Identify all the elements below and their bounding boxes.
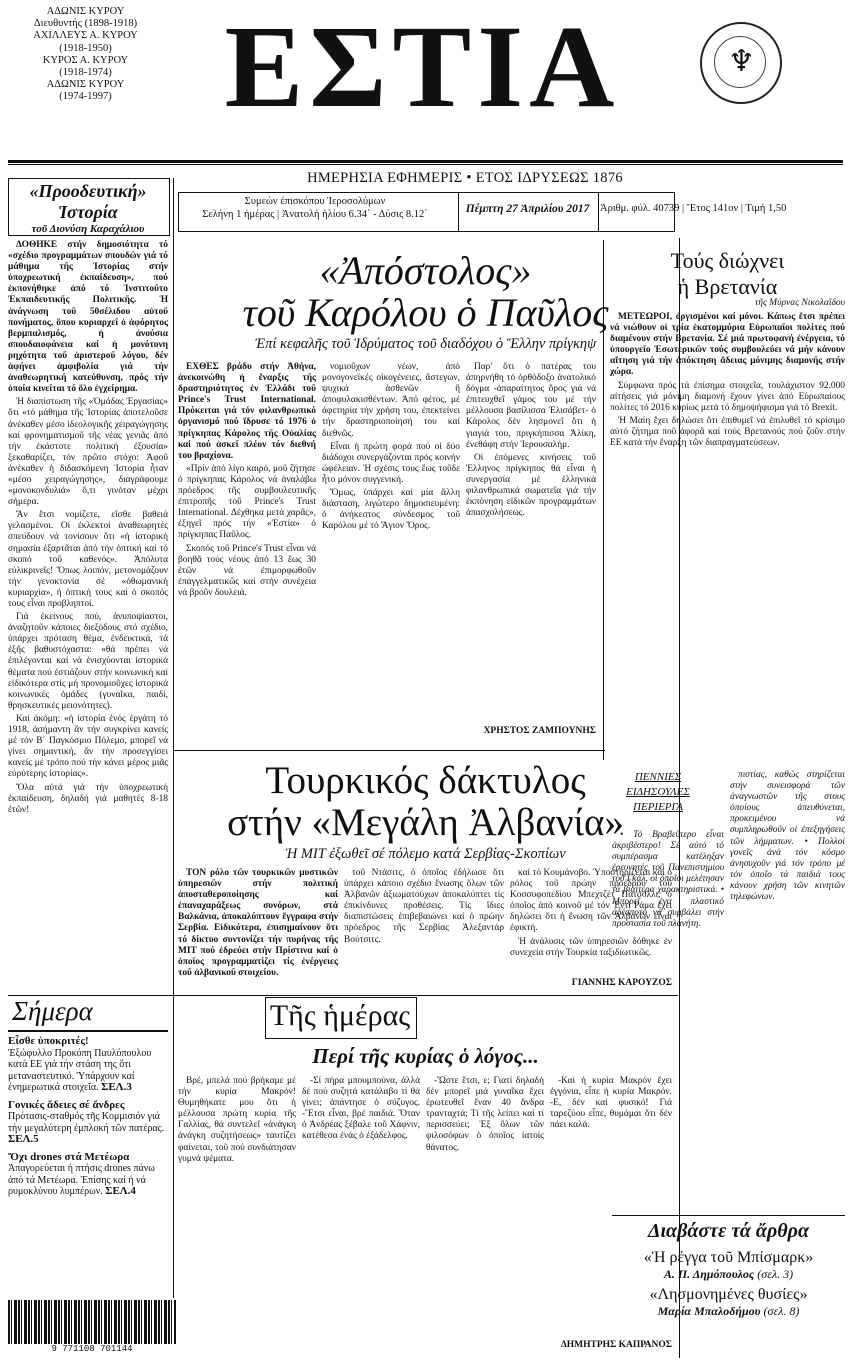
simera-item-page: ΣΕΛ.4 [105, 1185, 136, 1197]
masthead-rule [8, 160, 843, 163]
founder-line: (1918-1974) [59, 67, 112, 79]
paragraph: -Ὥστε ἔτσι, ε; Γιατί δηλαδή δέν μπορεῖ μιά γυναῖκα ἔχει ἐρωτευθεῖ ἕναν 40 ἄνδρα τρανταχτά; Τί τῆς λείπει καί τί περισσεύει; Ἐξ ὅλων τῶν φιλοσόφων ὁ ὁποῖος ἰατοίς θάνατος. [426, 1076, 544, 1153]
turk-headline-line: στήν «Μεγάλη Ἀλβανία» [227, 801, 624, 844]
hmeras-subhead: Περί τῆς κυρίας ὁ λόγος... [312, 1044, 539, 1068]
info-divider [458, 192, 459, 232]
barcode [8, 1300, 176, 1358]
issue-number: Ἀριθμ. φύλ. 40739 | Ἔτος 141ον | Τιμή 1,50 [600, 203, 787, 214]
founder-line: ΑΔΩΝΙΣ ΚΥΡΟΥ [46, 6, 125, 17]
founders-list [8, 6, 163, 104]
quote-mark: « [643, 1249, 652, 1266]
newspaper-seal [700, 22, 782, 104]
turk-col-2 [344, 868, 504, 988]
simera-item-page: ΣΕΛ.3 [101, 1081, 132, 1093]
hmeras-author: ΔΗΜΗΤΡΗΣ ΚΑΠΡΑΝΟΣ [560, 1340, 672, 1350]
simera-item-text: Πρότασις-σταθμός τῆς Κομμισιόν γιά τήν μεγαλύτερη ἐμπλοκή τῶν πατέρας. [8, 1111, 165, 1134]
paragraph: ΔΟΘΗΚΕ στήν δημοσιότητα τό «σχέδιο προγραμμάτων σπουδῶν γιά τό μάθημα τῆς Ἱστορίας στήν ὑποχρεωτική ἐκπαίδευση», πού ἐκπονήθηκε ἀπό τό Ἰνστιτοῦτο Ἐκπαιδευτικῆς Πολιτικῆς. Ἡ ἀνάγνωση τοῦ 50σέλιδου αὐτοῦ πονήματος, ὅπου κυριαρχεῖ ὁ ἀφόρητος βερμπαλισμός, ἡ ἀνούσια σπουδαιοφάνεια καί ἡ μονότονη ρηχότητα τοῦ ἀριστεροῦ λόγου, δέν ἀφήνει ἀμφιβολία γιά τήν ἀναθεωρητική κατεύθυνση, πρός τήν ὁποία κινεῖται τό ὅλο ἐγχείρημα. [8, 240, 168, 395]
paragraph: καί τό Κουμάνοβο. Ὑποστηρίζεται καί ὁ ρόλος τοῦ πρώην προέδρου τοῦ Κοσσυφοπεδίου Μπεχτζέτ Πατσόλλι, ὁ ὁποῖος ἀπό κοινοῦ μέ τόν Ἐντί Ράμα ἔχει δηλώσει ὅτι ἡ ἕνωση τῶν Ἀλβανῶν εἶναι ἐφικτή. [510, 868, 672, 934]
paragraph: Ὅμως, ὑπάρχει καί μία ἄλλη διάσταση, λιγώτερο δημοσιευμένη: ὁ ἀνήκεστος σύνδεσμος τοῦ Καρόλου μέ τό Ἅγιον Ὄρος. [322, 488, 460, 532]
hmeras-title: Τῆς ἡμέρας [269, 999, 411, 1032]
simera-title: Σήμερα [12, 996, 93, 1026]
paragraph: Παρ' ὅτι ὁ πατέρας του ἀπηρνήθη τό ὀρθόδοξο ἀνατολικό δόγμα -ἀπαραίτητος ὅρος γιά νά ἐπιτευχθεῖ γάμος του μέ τήν μέλλουσα βασίλισσα Ἐλισάβετ- ὁ Κάρολος δέν λησμονεῖ ὅτι ἡ γιαγιά του, πριγκήπισσα Ἀλίκη, ἐνεθάφη στήν Ἱερουσαλήμ. [466, 362, 596, 450]
peri-title-line: ΠΕΡΙΕΡΓΑ [633, 801, 683, 813]
simera-item [8, 1152, 170, 1198]
turk-subhead: Ἡ ΜΙΤ ἐξωθεῖ σέ πόλεμο κατά Σερβίας-Σκοπίων [285, 846, 566, 862]
masthead-rule-thin [8, 164, 843, 165]
paragraph: πιστίας, καθώς στηρίζεται στήν συνεισφορά τῶν ἀναγνωστῶν τῆς στους ὁποίους ἀπευθύνεται, προκειμένου νά συμπληρωθοῦν οἱ ἐπεξηγήσεις τῶν λήμματων. • Πολλοί γονεῖς ἀνά τόν κόσμο ἀνησυχοῦν γιά τόν τρόπο μέ τόν ὁποῖο τά παιδιά τους κάνουν χρήση τῶν κινητῶν τηλεφώνων. [730, 770, 845, 903]
paragraph: -Σί πήρα μπουμπούνα, ἀλλά δέ πού συζητά κατάλαβο τί θά γίνει; ἀπάντησε ὁ σύζυγος. -Ἔτσι εἶναι, βρέ παιδιά. Ὅταν ὁ Ἀνδρέας ξέβαλε τοῦ Χάφνιν, κατέθεσα ἐνάς ὁ ἐξάδελφος. [302, 1076, 420, 1142]
column-rule [173, 178, 174, 1298]
peri-col-1 [612, 830, 724, 1210]
paragraph: Ἡ διαπίστωση τῆς «Ὁμάδας Ἐργασίας» ὅτι «τό μάθημα τῆς Ἱστορίας ἀποτελοῦσε ἀνέκαθεν μέσο ἰδεολογικῆς χειραγώγησης καί φρονηματισμοῦ τῆς νέας γενιᾶς ἀπό τήν ἑκάστοτε πολιτική ἐξουσία» ξεκαθαρίζει, τόν πρῶτο στόχο: Ἀφοῦ ἀνέκαθεν ἡ διδασκόμενη Ἱστορία ἦταν «μέσο χειραγώγησης», διαγράφουμε «μονοκονδυλιά» ὅ,τι γινόταν μέχρι σήμερα. [8, 397, 168, 508]
simera-item-heading: Ὄχι drones στά Μετέωρα [8, 1150, 130, 1163]
right-headline-line: ἡ Βρετανία [677, 274, 778, 299]
main-headline-line: τοῦ Καρόλου ὁ Παῦλος [242, 290, 609, 335]
paragraph: Ὅλα αὐτά γιά τήν ὑποχρεωτική ἐκπαίδευση, δηλαδή γιά μαθητές 8-18 ἐτῶν! [8, 782, 168, 815]
seal-icon: ♆ [728, 45, 755, 78]
articles-title: Διαβάστε τά ἄρθρα [647, 1220, 810, 1242]
founder-line: Διευθυντής (1898-1918) [33, 18, 138, 30]
turk-author: ΓΙΑΝΝΗΣ ΚΑΡΟΥΖΟΣ [571, 978, 672, 988]
main-subhead: Ἐπί κεφαλῆς τοῦ Ἱδρύματος τοῦ διαδόχου ὁ Ἕλλην πρίγκηψ [254, 336, 597, 352]
turk-headline [178, 760, 673, 844]
paragraph: Ἡ ἀνάλυσις τῶν ὑπηρεσιῶν δόθηκε ἐν συνεχεία στήν Τουρκία ταξιδιωτικῶς. [510, 936, 672, 958]
main-headline-line: «Ἀπόστολος» [319, 248, 532, 293]
section-rule [173, 750, 605, 751]
article-title-text: Ἡ ρέγγα τοῦ Μπίσμαρκ» [651, 1249, 814, 1266]
simera-item-text: Ἀπαγορεύεται ἡ πτήσις drones πάνω ἀπό τά Μετέωρα. Ἐπίσης καί ἡ νά ρυμοκλύνου λυμπέρων. [8, 1163, 155, 1197]
simera-item-page: ΣΕΛ.5 [8, 1133, 39, 1145]
left-author: τοῦ Διονύση Καραχάλιου [31, 223, 145, 235]
main-col-3 [466, 362, 596, 722]
turk-col-1 [178, 868, 338, 988]
main-author: ΧΡΗΣΤΟΣ ΖΑΜΠΟΥΝΗΣ [483, 726, 596, 736]
info-sun [180, 195, 450, 221]
paragraph: νομιοῦχων νέων, ἀπό μονογονεϊκές οἰκογένειες, ἄστεγων, ψυχικά ἀσθενῶν ἤ ἀποφυλακισθέντων. Ἀπό φέτος, μέ ἀφετηρία τήν χρήση του, ἐπεκτείνει τήν δραστηριοποίησή του καί διεθνῶς. [322, 362, 460, 439]
paragraph: -Καί ἡ κυρία Μακρόν ἔχει ἐγγόνια, εἶπε ἡ κυρία Μακρόν. -Ε, δέν καί φυσικό! Γιά ταρεζύου εἶπε, θυμάμαι ὅτι δέν πάει καλά. [550, 1076, 672, 1131]
section-rule [612, 1215, 845, 1216]
article-ref-author [612, 1304, 845, 1319]
simera-item-text: Ἐξώφυλλο Προκόπη Παυλόπουλου κατά ΕΕ γιά τήν στάση της ὅτι μεταναστευτικό. Ὑπάρχουν καί ἐνημερωτικά στοιχεῖα. [8, 1047, 152, 1093]
paragraph: ΤΟΝ ρόλο τῶν τουρκικῶν μυστικῶν ὑπηρεσιῶν στήν πολιτική ἀποσταθεροποίησης καί ἐπαναχαράξεως συνόρων, στά Βαλκάνια, ἀποκαλύπτουν ἔγγραφα στήν Σερβία. Εἰδικότερα, ἐπισημαίνουν ὅτι τό δίκτυο συντονίζει τήν πυρήνας τῆς ΜΙΤ πού ἑδρεύει στήν Πρίστινα καί ὁ ὁποῖος προγραμματίζει τίς ἐνέργειες τοῦ ἀλβανικοῦ στοιχείου. [178, 868, 338, 978]
paragraph: Γιά ἐκείνους πού, ἀνυποψίαστοι, ἀναζητοῦν κάποιες διεξόδους στό σχέδιο, ὑπάρχει πρόταση θέμα, ἐνδεικτικά, τά ἐξῆς βαθυστόχαστα: «θά πρέπει νά ἐπιλέγονται καί νά ἐνισχύονται ἱστορικά θέματα πού ἐστιάζουν στήν κοινωνική καί εἰδικότερα στίς μή προνομιοῦχες ἱστορικά κοινωνικές ὁμάδες (γυναῖκα, παιδί, θρησκευτικές μειονότητες). [8, 612, 168, 711]
paragraph: Σκοπός τοῦ Prince's Trust εἶναι νά βοηθᾶ τούς νέους ἀπό 13 ἕως 30 ἐτῶν νά ἐπιμορφωθοῦν ἐπαγγελματικῶς καί στήν συνέχεια νά βροῦν δουλειά. [178, 543, 316, 598]
paragraph: Καί ἀκόμη: «ἡ ἱστορία ἐνός ἐργάτη τό 1918, ἀσήμαντη ἄν τήν συγκρίνει κανείς μέ τόν Β΄ Παγκόσμιο Πόλεμο, μπορεῖ νά γίνει σημαντική, ἄν τήν προσεγγίσει κανείς μέ τρόπο πού τήν κάνει μέρος μιᾶς εὐρύτερης ἱστορίας». [8, 713, 168, 780]
left-article-body [8, 240, 168, 815]
article-author-name: Α. Π. Δημόπουλος [663, 1267, 755, 1281]
paragraph: τοῦ Ντάσιτς, ὁ ὁποῖος ἐδήλωσε ὅτι ὑπάρχει κάποιο σχέδιο ἕνωσης ὅλων τῶν Ἀλβανῶν ἀξιωματούχων ἀποκαλύπτει τίς ἐπικίνδυνες προθέσεις. Τίς ἴδιες διαπιστώσεις ἐπιβεβαιώνει καί ὁ πρώην πρόεδρος τῆς Σερβίας Ἀλεξαντάρ Βούτσιτς. [344, 868, 504, 945]
paragraph: ΜΕΤΕΩΡΟΙ, ὀργισμένοι καί μόνοι. Κάπως ἔτσι πρέπει νά νιώθουν οἱ τρία ἑκατομμύρια Εὐρωπαῖοι πολίτες πού διαμένουν στήν Βρετανία. Σέ μιά πρωτοφανή ἐνέργεια, τό ὑπουργεῖο Ἐσωτερικῶν τούς συμβουλεύει νά μήν κάνουν αἴτηση γιά τήν ἀπόκτηση ἄδειας μόνιμης διαμονῆς στήν χώρα. [610, 312, 845, 378]
founder-line: ΑΔΩΝΙΣ ΚΥΡΟΥ [46, 79, 125, 91]
simera-rule [8, 1030, 168, 1032]
simera-item [8, 1036, 170, 1094]
paragraph: Ἄν ἔτσι νομίζετε, εἴσθε βαθειά γελασμένοι. Οἱ ἐκλεκτοί ἀναθεωρητές σπεύδουν νά τονίσουν ὅτι «ἡ ἱστορική σημασία ἐξαρτᾶται ἀπό τήν ὀπτική καί τό σκοπό τοῦ καθενός». Ἀπόλυτα εὐλικρινεῖς! Ὅπως λοιπόν, μετονομάζουν τήν γενοκτονία σέ «ὀθωμανική κυριαρχία», ἡ ὀπτική τους καί ὁ σκοπός τους εἶναι προβληπτοί. [8, 510, 168, 609]
article-page: (σελ. 8) [763, 1304, 800, 1318]
founder-line: (1918-1950) [59, 42, 112, 54]
founder-line: (1974-1997) [59, 91, 112, 103]
main-col-1 [178, 362, 316, 737]
simera-item-heading: Γονικές ἄδειες σέ ἄνδρες [8, 1098, 125, 1111]
peri-col-2 [730, 770, 845, 1210]
right-headline-line: Τούς διώχνει [670, 248, 785, 273]
simera-list [8, 1036, 170, 1198]
paragraph: «Πρίν ἀπό λίγο καιρό, μοῦ ζήτησε ὁ πρίγκηπας Κάρολος νά ἀναλάβω πρόεδρος τῆς συμβουλευτικῆς ἐπιτροπῆς τοῦ Prince's Trust International. Δέχθηκα μετά χαρᾶς», ἐξηγεῖ πρός τήν «Ἑστία» ὁ πρίγκηπας Παῦλος. [178, 463, 316, 541]
paragraph: Ἡ Μαίη ἔχει δηλώσει ὅτι ἐπιθυμεῖ νά ἐπιλυθεῖ τό κρίσιμο αὐτό ζήτημα ποῦ ἀφορᾶ καί τούς Βρετανούς πού ζοῦν στήν ΕΕ κατά τήν ἔναρξη τῶν διαπραγματεύσεων. [610, 415, 845, 449]
article-ref-title: «Λησμονημένες θυσίες» [649, 1286, 808, 1303]
founder-line: ΚΥΡΟΣ Α. ΚΥΡΟΥ [42, 54, 129, 66]
article-ref-author [612, 1267, 845, 1282]
right-article-body [610, 312, 845, 758]
info-sun-times: Σελήνη 1 ἡμέρας | Ἀνατολή ἡλίου 6.34΄ - Δύσις 8.12΄ [202, 209, 428, 220]
left-title-line: «Προοδευτική» [29, 181, 147, 201]
section-rule [8, 995, 678, 996]
hmeras-col-1 [178, 1076, 296, 1351]
article-author-name: Μαρία Μπαλοδήμου [657, 1304, 761, 1318]
founder-line: ΑΧΙΛΛΕΥΣ Α. ΚΥΡΟΥ [33, 30, 138, 42]
articles-box [612, 1220, 845, 1319]
main-col-2 [322, 362, 460, 737]
peri-title-line: ΕΙΔΗΣΟΥΛΕΣ [626, 786, 690, 798]
hmeras-col-3 [426, 1076, 544, 1351]
right-headline [610, 248, 845, 300]
paragraph: Εἶναι ἡ πρώτη φορά πού οἱ δύο διάδοχοι συνεργάζονται πρός κοινήν ὠφέλειαν. Ἡ σχέσις τους ἕως τοῦδε ἦτο μόνον συγγενική. [322, 441, 460, 485]
subhead: ΗΜΕΡΗΣΙΑ ΕΦΗΜΕΡΙΣ • ΕΤΟΣ ΙΔΡΥΣΕΩΣ 1876 [307, 170, 623, 186]
main-headline [178, 250, 673, 334]
paragraph: Βρέ, μπελά πού βρήκαμε μέ τήν κυρία Μακρόν! Θυμηθήκατε μου ὅτι ἡ μέλλουσα πρώτη κυρία τῆς Γαλλίας, θά συντελεῖ «ἀνάγκη ἀνάγκη συζητήσεως» ταυτίζει φαίνεται, τοῦ πού συνδιάτησαν γυμνά ψέματα. [178, 1076, 296, 1164]
paragraph: Οἱ ἐπόμενες κινήσεις τοῦ Ἑλληνος πρίγκηπος θά εἶναι ἡ συνεργασία μέ ἑλληνικά φιλανθρωπικά σωματεῖα γιά τήν ἐκπόνηση εἰδικῶν προγραμμάτων ἀπασχολήσεως. [466, 452, 596, 519]
paragraph: ΕΧΘΕΣ βράδυ στήν Ἀθήνα, ἀνεκοινώθη ἡ ἔναρξις τῆς δραστηριότητος ἐν Ἑλλάδι τοῦ Prince's Trust International. Πρόκειται γιά τόν φιλανθρωπικό ὀργανισμό πού ἵδρυσε τό 1976 ὁ πρίγκηπας Κάρολος τῆς Οὐαλίας καί πού ἀσκεῖ πλέον τόν διεθνή του βραχίονα. [178, 362, 316, 461]
peri-title [618, 770, 698, 815]
barcode-number: 9 771108 701144 [51, 1344, 133, 1354]
issue-date: Πέμπτη 27 Ἀπριλίου 2017 [465, 203, 590, 215]
info-divider [598, 192, 599, 232]
simera-item [8, 1100, 170, 1146]
article-ref-title [612, 1249, 845, 1267]
right-author: τῆς Μύρνας Νικολαΐδου [754, 298, 845, 308]
info-saint: Συμεών ἐπισκόπου Ἱεροσολύμων [244, 196, 386, 207]
turk-headline-line: Τουρκικός δάκτυλος [265, 759, 586, 802]
masthead: ΕΣΤΙΑ [224, 1, 621, 132]
left-title [8, 181, 168, 235]
paragraph: • Τό Βραβεῦτερο εἶναι ἀκριβέστερο! Σέ αὐτό τό συμπέρασμα κατέληξαν ἐρευνητές τοῦ Πανεπιστημίου τοῦ Γκάλ, οἱ ὁποῖοι μελέτησαν τά βιαίτερα χαρακτηριστικά. • Μπορεῖ ἐνα πλαστικό ἀδέσποτο νά συμβάλει στήν προστασία τοῦ πλανήτη. [612, 830, 725, 929]
paragraph: Σύμφωνα πρός τά ἐπίσημα στοιχεῖα, τουλάχιστον 92.000 αἰτήσεις γιά μόνιμη διαμονή ἔχουν γίνει ἀπό Εὐρωπαίους πολίτες τό 2016 κυρίως μετά τό δημοψήφισμα γιά τό Brexit. [610, 380, 845, 413]
left-title-line: Ἱστορία [58, 202, 118, 222]
simera-item-heading: Εἶσθε ὑποκριτές! [8, 1035, 89, 1047]
article-page: (σελ. 3) [757, 1267, 794, 1281]
peri-title-line: ΠΕΝΝΙΕΣ [634, 771, 682, 783]
barcode-bars [8, 1300, 176, 1344]
hmeras-col-2 [302, 1076, 420, 1351]
